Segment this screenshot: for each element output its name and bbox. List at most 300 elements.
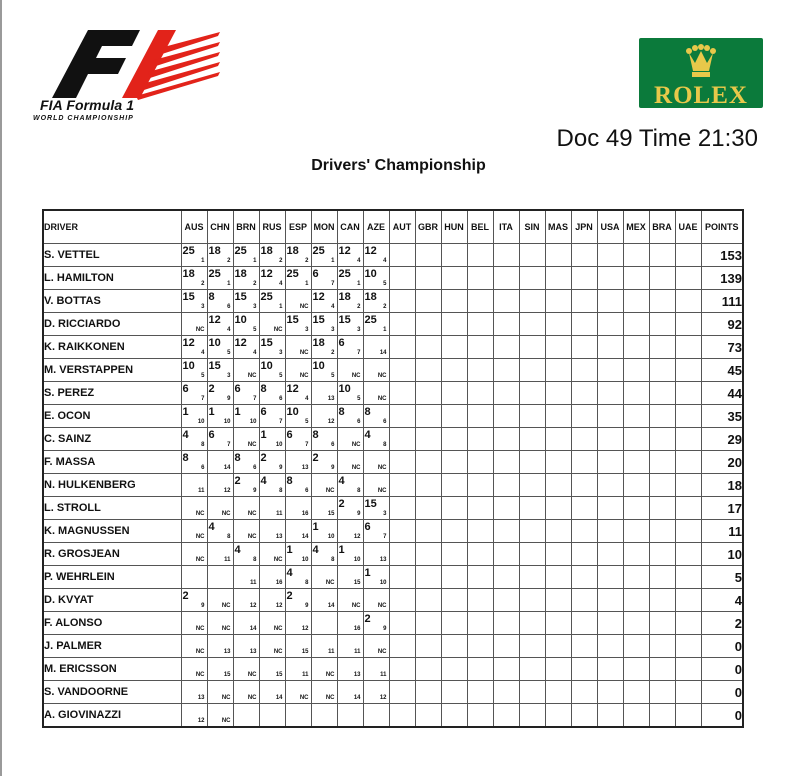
result-cell — [311, 382, 337, 405]
result-cell — [181, 566, 207, 589]
result-cell — [597, 244, 623, 267]
race-position: 12 — [379, 695, 387, 701]
result-cell — [649, 589, 675, 612]
result-cell — [623, 336, 649, 359]
logo-line-2: WORLD CHAMPIONSHIP — [33, 115, 134, 122]
total-points: 18 — [701, 474, 743, 497]
result-cell — [493, 359, 519, 382]
result-cell — [571, 290, 597, 313]
driver-name: A. GIOVINAZZI — [43, 704, 181, 728]
race-header-aut: AUT — [389, 210, 415, 244]
race-position: NC — [351, 603, 361, 609]
result-cell — [467, 612, 493, 635]
result-cell — [571, 405, 597, 428]
result-cell — [415, 589, 441, 612]
race-position: 4 — [383, 258, 387, 264]
result-cell — [363, 336, 389, 359]
result-cell — [597, 635, 623, 658]
race-points: 2 — [312, 452, 319, 464]
result-cell — [311, 405, 337, 428]
result-cell — [545, 658, 571, 681]
table-row — [43, 566, 743, 589]
driver-name: D. RICCIARDO — [43, 313, 181, 336]
result-cell — [493, 313, 519, 336]
result-cell — [467, 405, 493, 428]
result-cell — [311, 267, 337, 290]
race-points: 25 — [286, 268, 299, 280]
race-points: 15 — [338, 314, 351, 326]
result-cell — [285, 543, 311, 566]
total-points: 4 — [701, 589, 743, 612]
race-position: 11 — [380, 672, 387, 678]
result-cell — [519, 267, 545, 290]
total-points: 153 — [701, 244, 743, 267]
race-position: NC — [377, 649, 387, 655]
result-cell — [207, 635, 233, 658]
race-position: NC — [299, 695, 309, 701]
result-cell — [597, 451, 623, 474]
result-cell — [441, 428, 467, 451]
result-cell — [337, 681, 363, 704]
result-cell — [675, 382, 701, 405]
result-cell — [311, 244, 337, 267]
race-position: 13 — [197, 695, 205, 701]
result-cell — [649, 520, 675, 543]
result-cell — [259, 405, 285, 428]
race-position: 9 — [227, 396, 231, 402]
result-cell — [441, 336, 467, 359]
race-position: 2 — [383, 304, 387, 310]
result-cell — [415, 543, 441, 566]
result-cell — [493, 566, 519, 589]
result-cell — [571, 497, 597, 520]
race-points: 1 — [312, 521, 319, 533]
table-row — [43, 290, 743, 313]
result-cell — [259, 658, 285, 681]
result-cell — [597, 704, 623, 728]
race-position: 7 — [279, 419, 283, 425]
table-row — [43, 658, 743, 681]
result-cell — [363, 704, 389, 728]
result-cell — [363, 313, 389, 336]
race-position: 2 — [305, 258, 309, 264]
result-cell — [519, 474, 545, 497]
race-points: 10 — [260, 360, 273, 372]
race-position: 7 — [201, 396, 205, 402]
result-cell — [207, 428, 233, 451]
table-row — [43, 520, 743, 543]
result-cell — [571, 359, 597, 382]
race-position: 15 — [275, 672, 283, 678]
result-cell — [597, 428, 623, 451]
total-points: 0 — [701, 658, 743, 681]
result-cell — [259, 520, 285, 543]
result-cell — [285, 451, 311, 474]
result-cell — [441, 267, 467, 290]
result-cell — [363, 474, 389, 497]
result-cell — [467, 543, 493, 566]
total-points: 139 — [701, 267, 743, 290]
race-position: 5 — [383, 281, 387, 287]
table-row — [43, 589, 743, 612]
result-cell — [649, 612, 675, 635]
result-cell — [233, 566, 259, 589]
race-header-aus: AUS — [181, 210, 207, 244]
result-cell — [649, 566, 675, 589]
race-position: 9 — [253, 488, 257, 494]
result-cell — [337, 543, 363, 566]
result-cell — [675, 336, 701, 359]
race-position: NC — [247, 442, 257, 448]
race-points: 25 — [338, 268, 351, 280]
result-cell — [467, 566, 493, 589]
race-points: 4 — [312, 544, 319, 556]
result-cell — [441, 704, 467, 728]
race-header-mex: MEX — [623, 210, 649, 244]
total-points: 44 — [701, 382, 743, 405]
result-cell — [415, 359, 441, 382]
result-cell — [493, 612, 519, 635]
result-cell — [441, 520, 467, 543]
result-cell — [415, 336, 441, 359]
result-cell — [623, 405, 649, 428]
race-position: 13 — [353, 672, 361, 678]
result-cell — [389, 290, 415, 313]
result-cell — [285, 290, 311, 313]
race-position: 9 — [279, 465, 283, 471]
result-cell — [649, 359, 675, 382]
result-cell — [675, 543, 701, 566]
result-cell — [519, 428, 545, 451]
table-row — [43, 474, 743, 497]
result-cell — [389, 267, 415, 290]
result-cell — [519, 704, 545, 728]
race-position: 9 — [331, 465, 335, 471]
result-cell — [571, 681, 597, 704]
result-cell — [467, 336, 493, 359]
result-cell — [311, 497, 337, 520]
result-cell — [519, 681, 545, 704]
result-cell — [337, 405, 363, 428]
race-position: 11 — [302, 672, 309, 678]
result-cell — [597, 313, 623, 336]
result-cell — [181, 313, 207, 336]
result-cell — [337, 497, 363, 520]
result-cell — [389, 474, 415, 497]
race-position: 2 — [227, 258, 231, 264]
race-position: 3 — [253, 304, 257, 310]
result-cell — [649, 543, 675, 566]
result-cell — [181, 451, 207, 474]
race-position: NC — [325, 672, 335, 678]
result-cell — [363, 267, 389, 290]
driver-name: S. VETTEL — [43, 244, 181, 267]
result-cell — [181, 635, 207, 658]
race-position: 6 — [305, 488, 309, 494]
race-position: NC — [325, 580, 335, 586]
race-position: 1 — [253, 258, 257, 264]
result-cell — [415, 497, 441, 520]
driver-name: L. STROLL — [43, 497, 181, 520]
race-points: 6 — [208, 429, 215, 441]
result-cell — [441, 566, 467, 589]
race-position: NC — [325, 488, 335, 494]
result-cell — [545, 566, 571, 589]
result-cell — [311, 336, 337, 359]
race-position: 10 — [197, 419, 205, 425]
result-cell — [207, 244, 233, 267]
result-cell — [389, 612, 415, 635]
result-cell — [181, 704, 207, 728]
result-cell — [519, 405, 545, 428]
result-cell — [623, 451, 649, 474]
result-cell — [649, 428, 675, 451]
race-position: 6 — [201, 465, 205, 471]
table-header-row — [43, 210, 743, 244]
driver-name: R. GROSJEAN — [43, 543, 181, 566]
result-cell — [571, 543, 597, 566]
race-points: 8 — [260, 383, 267, 395]
race-position: 9 — [357, 511, 361, 517]
result-cell — [337, 359, 363, 382]
result-cell — [441, 681, 467, 704]
race-header-mon: MON — [311, 210, 337, 244]
race-position: 6 — [357, 419, 361, 425]
result-cell — [311, 520, 337, 543]
result-cell — [285, 704, 311, 728]
result-cell — [311, 681, 337, 704]
total-points: 29 — [701, 428, 743, 451]
race-points: 12 — [312, 291, 325, 303]
race-position: 14 — [249, 626, 257, 632]
total-points: 45 — [701, 359, 743, 382]
race-position: 10 — [353, 557, 361, 563]
result-cell — [623, 658, 649, 681]
result-cell — [207, 359, 233, 382]
race-position: 12 — [197, 718, 205, 724]
result-cell — [337, 428, 363, 451]
result-cell — [571, 520, 597, 543]
race-position: NC — [221, 695, 231, 701]
result-cell — [389, 566, 415, 589]
race-position: 16 — [275, 580, 283, 586]
race-header-chn: CHN — [207, 210, 233, 244]
race-points: 15 — [234, 291, 247, 303]
race-position: 1 — [331, 258, 335, 264]
result-cell — [649, 244, 675, 267]
result-cell — [623, 267, 649, 290]
result-cell — [233, 267, 259, 290]
total-points: 2 — [701, 612, 743, 635]
result-cell — [649, 313, 675, 336]
race-points: 1 — [364, 567, 371, 579]
result-cell — [441, 474, 467, 497]
race-position: 9 — [201, 603, 205, 609]
result-cell — [649, 405, 675, 428]
result-cell — [415, 612, 441, 635]
result-cell — [597, 290, 623, 313]
race-points: 18 — [364, 291, 377, 303]
result-cell — [571, 267, 597, 290]
rolex-wordmark: ROLEX — [654, 82, 748, 109]
result-cell — [285, 267, 311, 290]
result-cell — [649, 635, 675, 658]
race-points: 15 — [286, 314, 299, 326]
race-position: NC — [351, 373, 361, 379]
race-points: 4 — [208, 521, 215, 533]
result-cell — [233, 382, 259, 405]
race-position: NC — [377, 603, 387, 609]
driver-name: P. WEHRLEIN — [43, 566, 181, 589]
race-position: NC — [195, 557, 205, 563]
race-position: 6 — [227, 304, 231, 310]
result-cell — [207, 589, 233, 612]
result-cell — [311, 658, 337, 681]
race-position: NC — [299, 373, 309, 379]
result-cell — [519, 382, 545, 405]
race-position: 12 — [275, 603, 283, 609]
result-cell — [285, 428, 311, 451]
table-row — [43, 543, 743, 566]
driver-name: C. SAINZ — [43, 428, 181, 451]
result-cell — [207, 336, 233, 359]
race-header-jpn: JPN — [571, 210, 597, 244]
race-position: NC — [377, 488, 387, 494]
table-row — [43, 267, 743, 290]
driver-name: V. BOTTAS — [43, 290, 181, 313]
result-cell — [259, 451, 285, 474]
race-points: 2 — [364, 613, 371, 625]
race-position: NC — [221, 511, 231, 517]
result-cell — [649, 658, 675, 681]
race-position: NC — [247, 672, 257, 678]
result-cell — [545, 313, 571, 336]
race-points: 8 — [208, 291, 215, 303]
race-position: 4 — [357, 258, 361, 264]
result-cell — [415, 428, 441, 451]
result-cell — [493, 290, 519, 313]
result-cell — [311, 474, 337, 497]
race-points: 8 — [234, 452, 241, 464]
result-cell — [649, 336, 675, 359]
race-position: NC — [377, 465, 387, 471]
result-cell — [623, 497, 649, 520]
race-position: 6 — [253, 465, 257, 471]
race-position: 6 — [331, 442, 335, 448]
race-position: NC — [195, 672, 205, 678]
race-position: 10 — [301, 557, 309, 563]
result-cell — [441, 290, 467, 313]
race-position: 10 — [249, 419, 257, 425]
race-points: 1 — [286, 544, 293, 556]
result-cell — [623, 612, 649, 635]
result-cell — [389, 359, 415, 382]
result-cell — [493, 267, 519, 290]
result-cell — [571, 428, 597, 451]
race-position: 12 — [249, 603, 257, 609]
race-position: 9 — [383, 626, 387, 632]
race-points: 4 — [260, 475, 267, 487]
result-cell — [181, 520, 207, 543]
result-cell — [285, 589, 311, 612]
result-cell — [623, 681, 649, 704]
race-position: 10 — [275, 442, 283, 448]
race-position: NC — [273, 327, 283, 333]
race-points: 2 — [286, 590, 293, 602]
race-position: 1 — [279, 304, 283, 310]
result-cell — [493, 336, 519, 359]
result-cell — [519, 520, 545, 543]
result-cell — [493, 451, 519, 474]
result-cell — [259, 566, 285, 589]
result-cell — [259, 428, 285, 451]
crown-icon — [683, 43, 719, 79]
total-points: 92 — [701, 313, 743, 336]
race-points: 12 — [286, 383, 299, 395]
result-cell — [181, 244, 207, 267]
result-cell — [233, 359, 259, 382]
result-cell — [519, 497, 545, 520]
result-cell — [493, 405, 519, 428]
result-cell — [493, 681, 519, 704]
result-cell — [363, 543, 389, 566]
race-points: 10 — [234, 314, 247, 326]
result-cell — [363, 497, 389, 520]
result-cell — [571, 244, 597, 267]
race-points: 10 — [182, 360, 195, 372]
result-cell — [493, 589, 519, 612]
race-header-sin: SIN — [519, 210, 545, 244]
race-points: 25 — [364, 314, 377, 326]
result-cell — [181, 543, 207, 566]
result-cell — [467, 244, 493, 267]
result-cell — [519, 658, 545, 681]
race-points: 15 — [182, 291, 195, 303]
race-points: 6 — [364, 521, 371, 533]
result-cell — [649, 382, 675, 405]
result-cell — [233, 543, 259, 566]
race-position: 14 — [275, 695, 283, 701]
result-cell — [207, 474, 233, 497]
result-cell — [675, 520, 701, 543]
race-position: 12 — [327, 419, 335, 425]
race-position: 3 — [201, 304, 205, 310]
result-cell — [467, 290, 493, 313]
result-cell — [259, 704, 285, 728]
result-cell — [233, 474, 259, 497]
result-cell — [675, 405, 701, 428]
result-cell — [441, 359, 467, 382]
race-position: 3 — [357, 327, 361, 333]
race-points: 15 — [312, 314, 325, 326]
race-position: 13 — [223, 649, 231, 655]
race-position: 12 — [223, 488, 231, 494]
result-cell — [675, 704, 701, 728]
result-cell — [545, 336, 571, 359]
race-position: 5 — [227, 350, 231, 356]
total-points: 0 — [701, 704, 743, 728]
race-position: 3 — [383, 511, 387, 517]
result-cell — [545, 405, 571, 428]
race-header-rus: RUS — [259, 210, 285, 244]
result-cell — [467, 520, 493, 543]
result-cell — [285, 520, 311, 543]
result-cell — [337, 244, 363, 267]
race-position: 1 — [227, 281, 231, 287]
result-cell — [311, 635, 337, 658]
result-cell — [207, 405, 233, 428]
result-cell — [441, 382, 467, 405]
